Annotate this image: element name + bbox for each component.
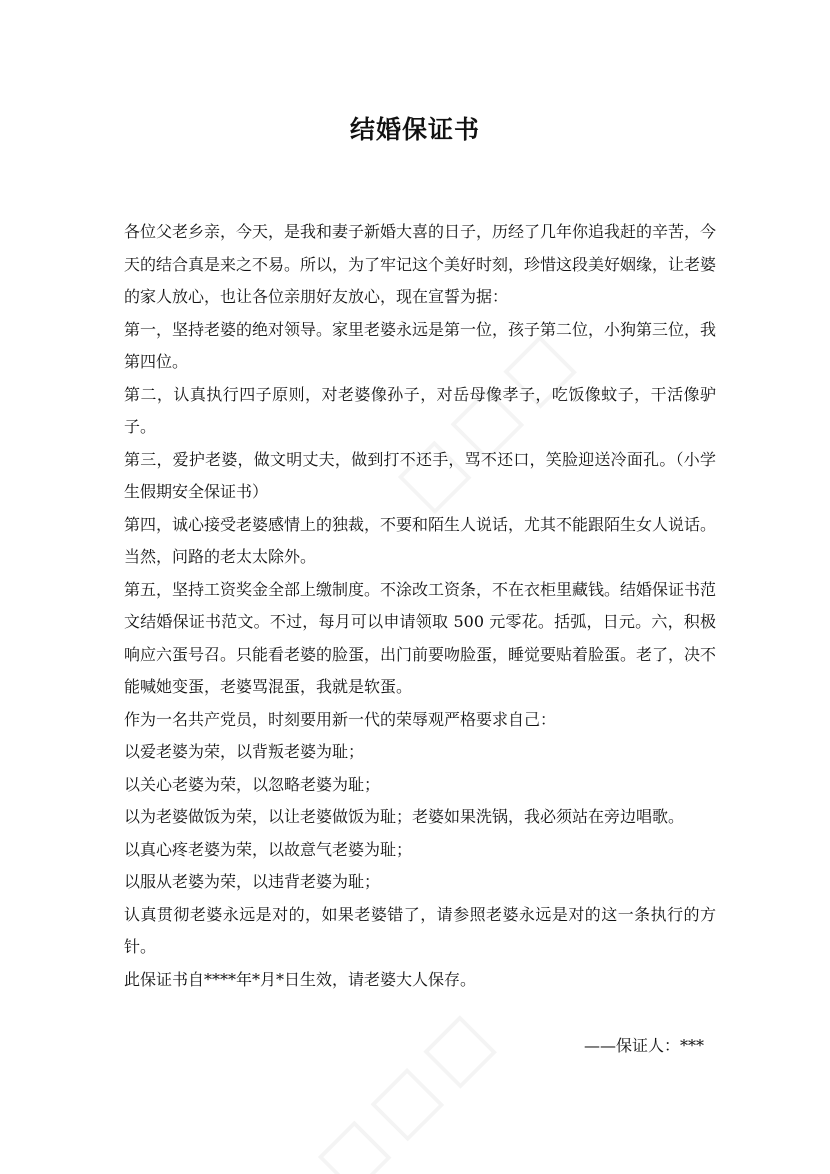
paragraph-principle: 认真贯彻老婆永远是对的，如果老婆错了，请参照老婆永远是对的这一条执行的方针。 [124,904,716,956]
paragraph-honor-5: 以服从老婆为荣，以违背老婆为耻； [124,872,381,891]
paragraph-rule-1: 第一，坚持老婆的绝对领导。家里老婆永远是第一位，孩子第二位，小狗第三位，我第四位。 [124,319,717,371]
paragraph-intro: 各位父老乡亲，今天，是我和妻子新婚大喜的日子，历经了几年你追我赶的辛苦，今天的结合真是来之不易。所以，为了牢记这个美好时刻，珍惜这段美好姻缘，让老婆的家人放心，也让各位亲朋好友放心，现在宣誓为据： [124,222,717,306]
paragraph-honor-2: 以关心老婆为荣，以忽略老婆为耻； [124,774,381,794]
paragraph-effective-date: 此保证书自****年*月*日生效，请老婆大人保存。 [124,969,477,989]
document-body [124,216,716,996]
document-title: 结婚保证书 [349,115,480,144]
paragraph-rule-5: 第五，坚持工资奖金全部上缴制度。不涂改工资条，不在衣柜里藏钱。结婚保证书范文结婚保证书范文。不过，每月可以申请领取 500 元零花。括弧，日元。六，积极响应六蛋号召。只能看老婆的脸蛋，出门前要吻脸蛋，睡觉要贴着脸蛋。老了，决不能喊她变蛋，老婆骂混蛋，我就是软蛋。 [124,579,717,696]
signature: ——保证人：*** [583,1036,704,1055]
paragraph-honor-4: 以真心疼老婆为荣，以故意气老婆为耻； [124,839,413,859]
paragraph-rule-3: 第三，爱护老婆，做文明丈夫，做到打不还手，骂不还口，笑脸迎送冷面孔。（小学生假期安全保证书） [124,449,716,501]
paragraph-rule-4: 第四，诚心接受老婆感情上的独裁，不要和陌生人说话，尤其不能跟陌生女人说话。当然，问路的老太太除外。 [124,514,717,566]
paragraph-honor-1: 以爱老婆为荣，以背叛老婆为耻； [124,742,365,761]
paragraph-rule-2: 第二，认真执行四子原则，对老婆像孙子，对岳母像孝子，吃饭像蚊子，干活像驴子。 [124,384,716,436]
paragraph-party-member: 作为一名共产党员，时刻要用新一代的荣辱观严格要求自己： [124,709,557,729]
paragraph-honor-3: 以为老婆做饭为荣，以让老婆做饭为耻；老婆如果洗锅，我必须站在旁边唱歌。 [124,807,685,826]
